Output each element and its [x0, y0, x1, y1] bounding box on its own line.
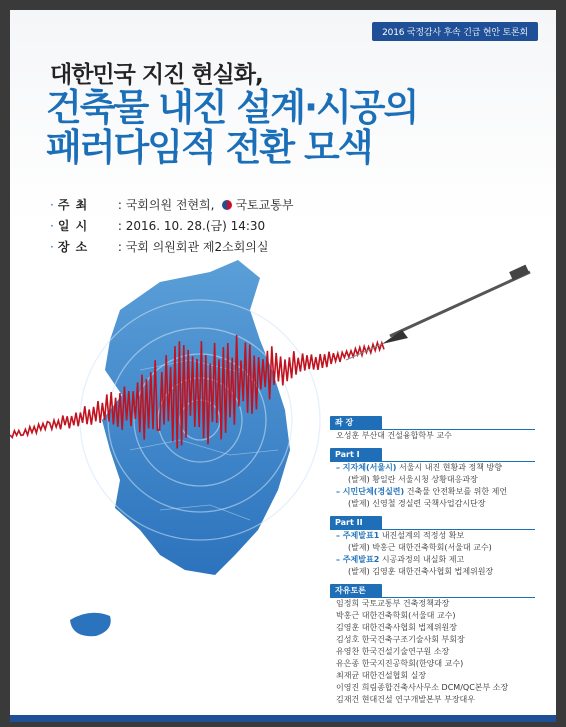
part2-heading: Part II — [330, 516, 382, 530]
discussant-list — [330, 598, 535, 706]
discussant-item: 최재균 대한건설협회 실장 — [336, 671, 427, 680]
place-value: 국회 의원회관 제2소회의실 — [125, 240, 269, 254]
discussant-item: 김영훈 대한건축사협회 법제위원장 — [336, 623, 458, 632]
chair-name: 오성훈 부산대 건설융합학부 교수 — [336, 431, 452, 440]
part1-item-1-head: – 지자체(서울시) — [336, 463, 397, 472]
discussion-heading: 자유토론 — [330, 584, 382, 598]
info-place: · 장 소 : 국회 의원회관 제2소회의실 — [50, 240, 269, 254]
part2-item-1-head: – 주제발표1 — [336, 531, 380, 540]
part2-item-2 — [330, 554, 535, 566]
poster-subtitle: 대한민국 지진 현실화, — [50, 62, 263, 88]
bottom-bar — [10, 715, 556, 722]
poster-title-line-1: 건축물 내진 설계·시공의 — [46, 86, 418, 129]
jeju-island-shape — [70, 613, 111, 636]
event-poster — [10, 10, 556, 722]
date-label: 일 시 — [57, 219, 89, 233]
discussant-item: 유영찬 한국건설기술연구원 소장 — [336, 647, 450, 656]
info-date: · 일 시 : 2016. 10. 28.(금) 14:30 — [50, 219, 266, 233]
poster-title-line-2: 패러다임적 전환 모색 — [46, 125, 372, 169]
host-label: 주 최 — [57, 198, 89, 212]
event-type-tag: 2016 국정감사 후속 긴급 현안 토론회 — [372, 22, 538, 41]
host-value: 국회의원 전현희, — [125, 198, 215, 212]
info-host: · 주 최 : 국회의원 전현희, 국토교통부 — [50, 198, 294, 212]
bullet-icon: · — [50, 198, 54, 212]
part2-item-2-text: 시공과정의 내실화 제고 — [381, 555, 465, 564]
part1-item-1 — [330, 462, 535, 474]
part1-item-2-presenter: (발제) 신영철 경실련 국책사업감시단장 — [348, 499, 486, 508]
program-panel — [330, 410, 535, 706]
part1-item-2-head: – 시민단체(경실련) — [336, 487, 405, 496]
discussant-item: 김성호 한국건축구조기술사회 부회장 — [336, 635, 465, 644]
place-label: 장 소 — [57, 240, 89, 254]
discussant-item: 김재건 현대건설 연구개발본부 부장대우 — [336, 695, 476, 704]
part1-item-2-text: 건축물 안전확보를 위한 제언 — [406, 487, 508, 496]
discussant-item: 박홍근 대한건축학회(서울대 교수) — [336, 611, 456, 620]
bullet-icon: · — [50, 219, 54, 233]
chair-heading: 좌 장 — [330, 416, 382, 430]
discussant-item: 임정희 국토교통부 건축정책과장 — [336, 599, 450, 608]
part2-item-1-text: 내진설계의 적정성 확보 — [381, 531, 465, 540]
bullet-icon: · — [50, 240, 54, 254]
discussant-item: 유은종 한국지진공학회(한양대 교수) — [336, 659, 464, 668]
part2-item-1 — [330, 530, 535, 542]
discussant-item: 이영진 희림종합건축사사무소 DCM/QC본부 소장 — [336, 683, 509, 692]
part1-item-2 — [330, 486, 535, 498]
part2-item-2-head: – 주제발표2 — [336, 555, 380, 564]
part2-item-1-presenter: (발제) 박홍근 대한건축학회(서울대 교수) — [348, 543, 492, 552]
host-org: 국토교통부 — [235, 198, 294, 212]
part1-item-1-text: 서울시 내진 현황과 정책 방향 — [399, 463, 502, 472]
part1-item-1-presenter: (발제) 황일란 서울시청 상황대응과장 — [348, 475, 478, 484]
part1-heading: Part I — [330, 448, 382, 462]
date-value: 2016. 10. 28.(금) 14:30 — [125, 219, 266, 233]
part2-item-2-presenter: (발제) 김영훈 대한건축사협회 법제위원장 — [348, 567, 494, 576]
